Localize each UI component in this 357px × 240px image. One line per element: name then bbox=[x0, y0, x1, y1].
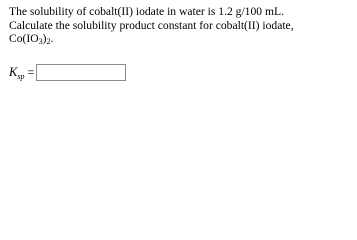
ksp-label bbox=[9, 65, 24, 80]
ksp-answer-row bbox=[9, 63, 126, 81]
ksp-answer-input[interactable] bbox=[36, 64, 126, 81]
formula-subscript-2: 2 bbox=[46, 37, 51, 46]
chemical-formula bbox=[9, 32, 354, 46]
question-text bbox=[9, 5, 354, 46]
formula-period: . bbox=[50, 32, 54, 45]
equals-sign: = bbox=[27, 64, 35, 79]
formula-close-paren: ) bbox=[42, 32, 47, 45]
formula-subscript-3: 3 bbox=[38, 37, 43, 46]
question-line-1: The solubility of cobalt(II) iodate in water is 1.2 g/100 mL. bbox=[9, 5, 284, 18]
question-line-2: Calculate the solubility product constant for cobalt(II) iodate, bbox=[9, 18, 294, 32]
ksp-label-k: K bbox=[9, 64, 18, 79]
formula-prefix: Co(IO bbox=[9, 32, 39, 45]
ksp-label-subscript: sp bbox=[17, 71, 25, 81]
